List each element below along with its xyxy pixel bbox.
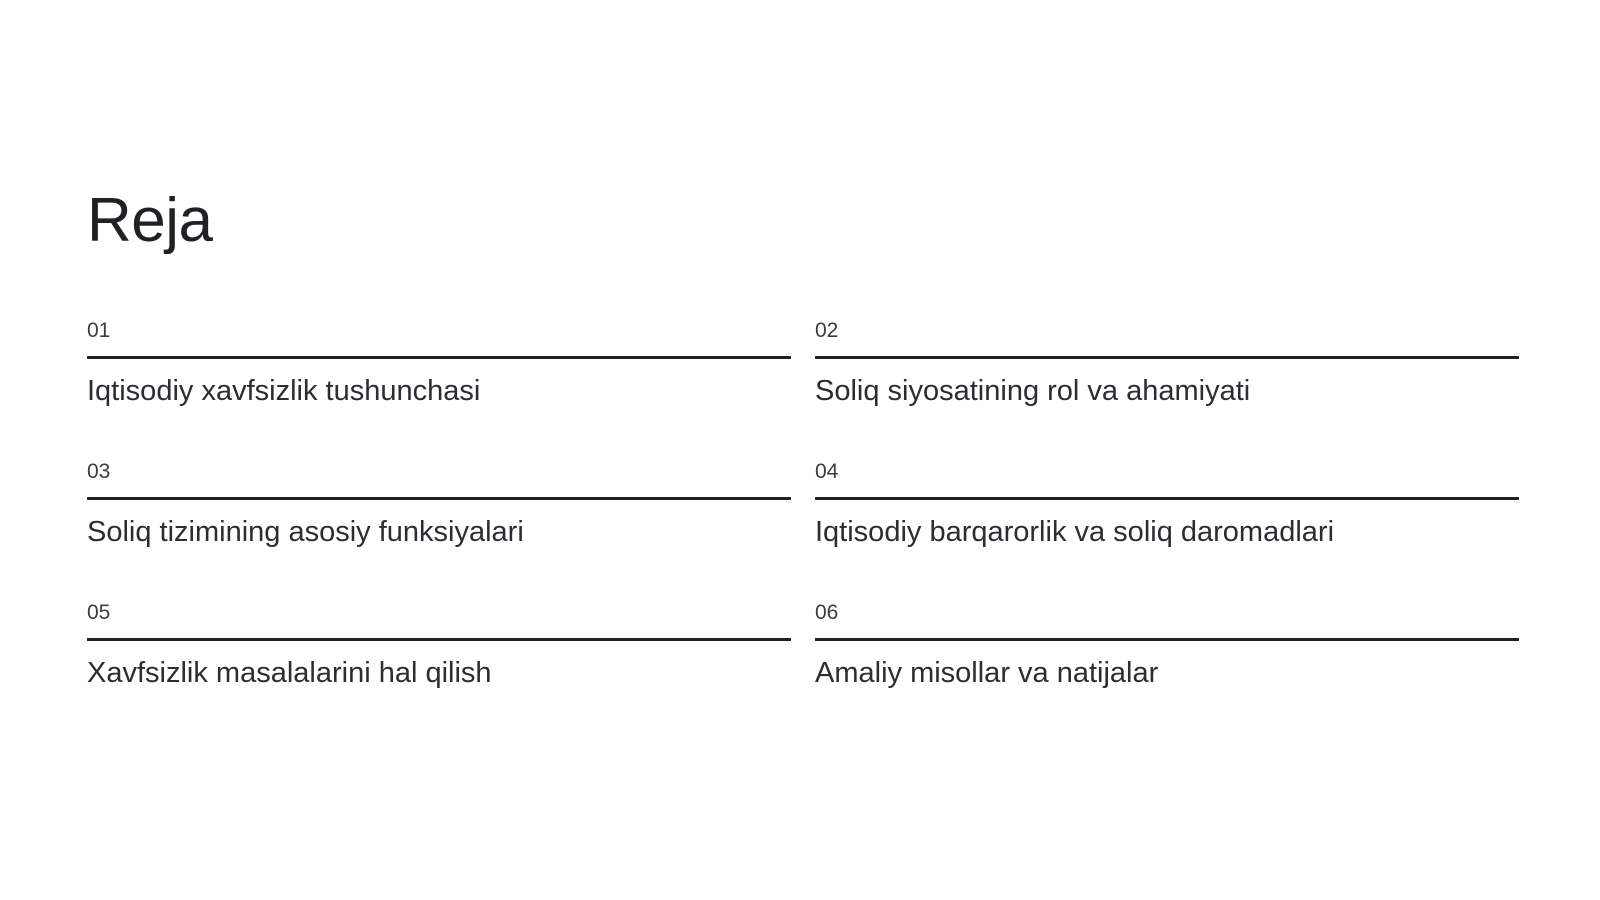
divider (815, 638, 1519, 641)
agenda-item-label: Iqtisodiy xavfsizlik tushunchasi (87, 375, 481, 407)
agenda-item-number: 06 (815, 601, 839, 624)
divider (815, 497, 1519, 500)
agenda-item-label: Iqtisodiy barqarorlik va soliq daromadlari (815, 516, 1335, 548)
agenda-item-01 (87, 318, 791, 459)
agenda-list (87, 318, 1519, 741)
divider (815, 356, 1519, 359)
divider (87, 638, 791, 641)
agenda-item-03 (87, 459, 791, 600)
agenda-item-04 (815, 459, 1519, 600)
agenda-item-number: 05 (87, 601, 111, 624)
agenda-item-05 (87, 600, 791, 741)
divider (87, 356, 791, 359)
agenda-item-label: Soliq tizimining asosiy funksiyalari (87, 516, 524, 548)
agenda-item-02 (815, 318, 1519, 459)
slide-title: Reja (87, 186, 213, 255)
agenda-item-number: 04 (815, 460, 839, 483)
agenda-item-label: Xavfsizlik masalalarini hal qilish (87, 657, 492, 689)
agenda-item-number: 01 (87, 319, 111, 342)
agenda-item-number: 03 (87, 460, 111, 483)
agenda-item-06 (815, 600, 1519, 741)
divider (87, 497, 791, 500)
agenda-item-label: Amaliy misollar va natijalar (815, 657, 1159, 689)
agenda-item-label: Soliq siyosatining rol va ahamiyati (815, 375, 1251, 407)
agenda-item-number: 02 (815, 319, 839, 342)
